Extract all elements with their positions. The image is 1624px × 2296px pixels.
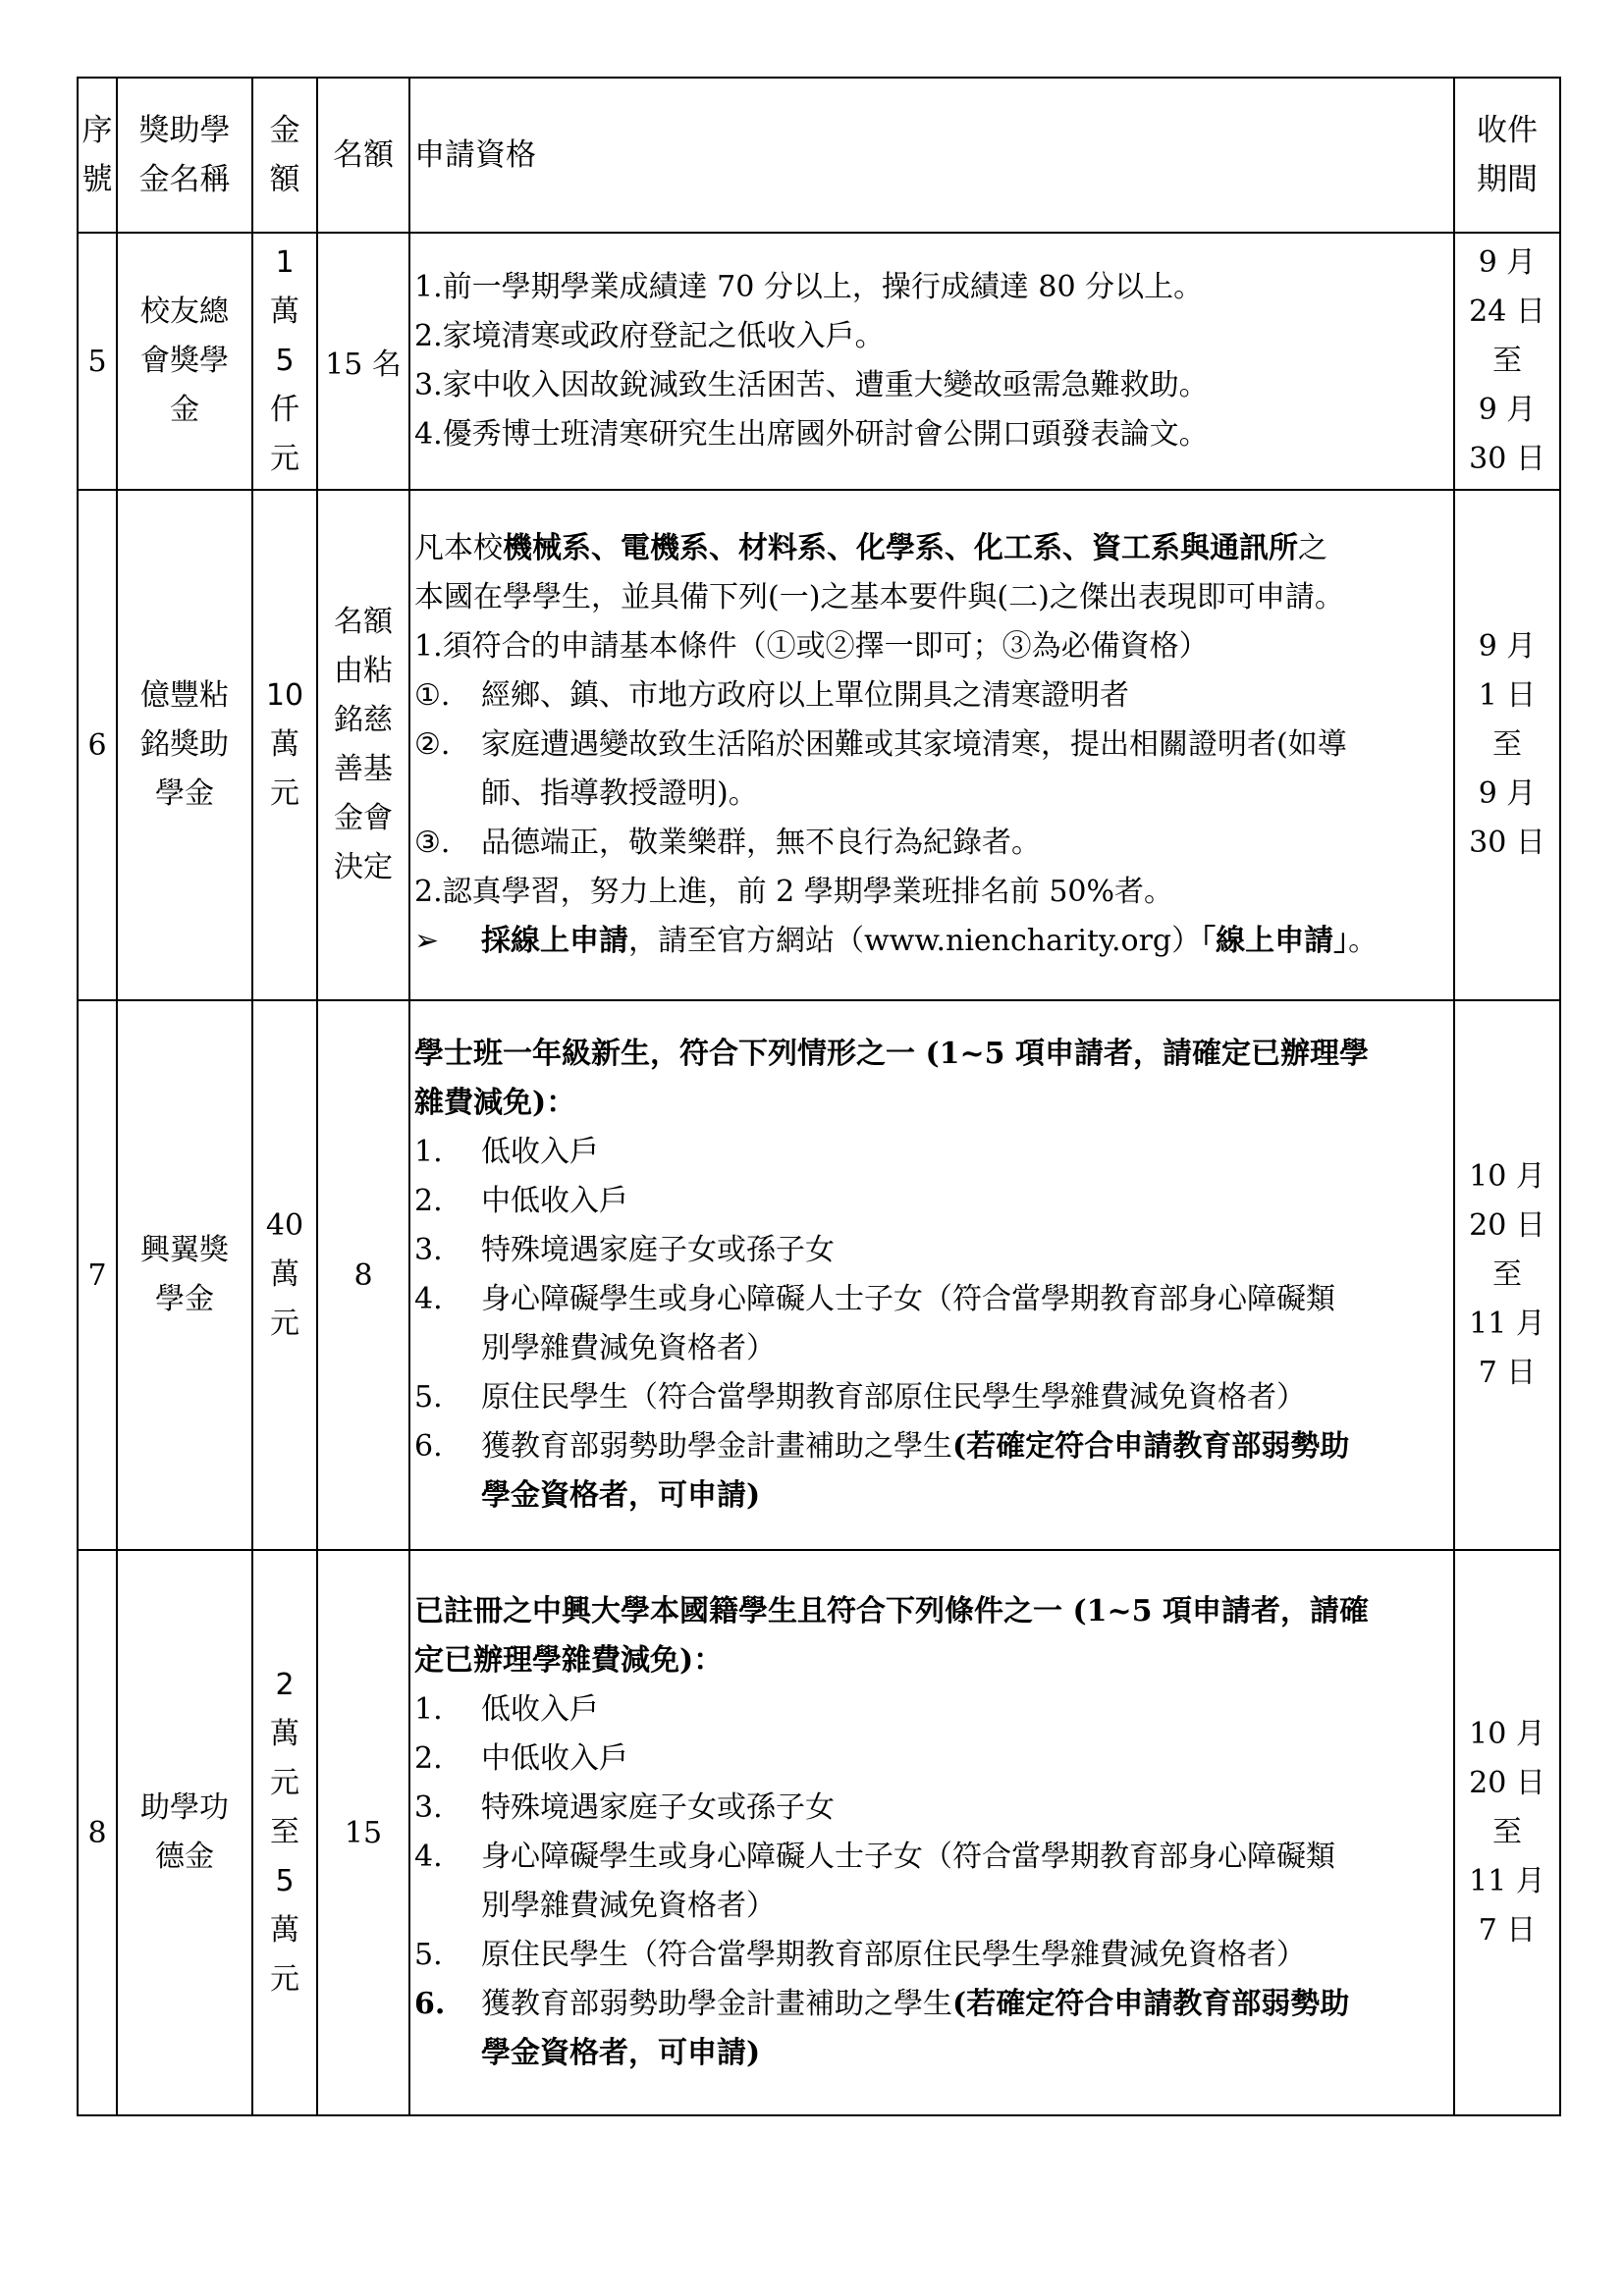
table-row [78, 490, 1560, 1000]
row-seq: 5 [78, 233, 117, 490]
list-item [414, 1177, 1449, 1226]
period-line: 20 日 [1469, 1766, 1545, 1800]
period-line: 11 月 [1469, 1864, 1545, 1898]
period-line: 至 [1492, 344, 1522, 378]
sub-condition-text: 品德端正，敬業樂群，無不良行為紀錄者。 [481, 826, 1041, 860]
name-line: 金 [170, 393, 199, 427]
list-number: 2. [414, 1741, 443, 1776]
circled-number: ①. [414, 678, 451, 713]
period-line: 24 日 [1469, 294, 1545, 329]
period-line: 7 日 [1478, 1913, 1537, 1948]
list-number: 4. [414, 1282, 443, 1316]
amount-line: 至 [270, 1815, 299, 1849]
scholarship-table [77, 77, 1561, 2116]
row-name [117, 1000, 252, 1550]
amount-line: 萬 [270, 1913, 299, 1948]
name-line: 億豐粘 [140, 678, 229, 713]
row-amount [252, 1000, 317, 1550]
sub-condition-text: 經鄉、鎮、市地方政府以上單位開具之清寒證明者 [481, 678, 1129, 713]
list-item [414, 1373, 1449, 1422]
list-text: 低收入戶 [481, 1135, 599, 1169]
name-line: 學金 [155, 1282, 214, 1316]
row-quota [317, 490, 409, 1000]
period-line: 10 月 [1469, 1717, 1545, 1751]
list-text: 別學雜費減免資格者） [481, 1331, 776, 1365]
name-line: 會獎學 [140, 344, 229, 378]
list-text-bold: (若確定符合申請教育部弱勢助 [952, 1429, 1350, 1464]
row-quota: 15 名 [317, 233, 409, 490]
period-line: 9 月 [1478, 393, 1537, 427]
table-row [78, 1550, 1560, 2115]
list-number: 2. [414, 1184, 443, 1218]
amount-line: 40 [265, 1208, 304, 1243]
row-amount [252, 1550, 317, 2115]
row-name [117, 1550, 252, 2115]
header-period-line: 期間 [1477, 162, 1538, 197]
amount-line: 仟 [270, 393, 299, 427]
amount-line: 10 [265, 678, 304, 713]
list-text-bold: (若確定符合申請教育部弱勢助 [952, 1987, 1350, 2021]
amount-line: 元 [270, 1307, 299, 1341]
amount-line: 5 [275, 344, 295, 378]
row-period [1454, 1550, 1560, 2115]
list-item [414, 1931, 1449, 1980]
row-amount [252, 233, 317, 490]
header-period-line: 收件 [1477, 113, 1538, 148]
list-text: 低收入戶 [481, 1692, 599, 1727]
list-item [414, 1833, 1449, 1882]
header-amount-line: 金 [269, 113, 300, 148]
list-text: 別學雜費減免資格者） [481, 1889, 776, 1923]
list-number: 3. [414, 1233, 443, 1267]
list-number: 1. [414, 1135, 443, 1169]
header-qualification [409, 78, 1454, 233]
sub-condition [414, 671, 1449, 721]
sub-condition [414, 819, 1449, 868]
period-line: 7 日 [1478, 1356, 1537, 1390]
list-text: 特殊境遇家庭子女或孫子女 [481, 1790, 835, 1825]
quota-line: 名額 [334, 605, 393, 639]
table-row [78, 1000, 1560, 1550]
list-item [414, 1784, 1449, 1833]
row-period [1454, 233, 1560, 490]
department-list: 機械系、電機系、材料系、化學系、化工系、資工系與通訊所 [503, 531, 1298, 565]
list-text-bold: 學金資格者，可申請) [481, 1478, 761, 1513]
qualification-item: 2.認真學習，努力上進，前 2 學期學業班排名前 50%者。 [414, 875, 1173, 909]
row-amount [252, 490, 317, 1000]
header-seq [78, 78, 117, 233]
row-period [1454, 490, 1560, 1000]
amount-line: 元 [270, 776, 299, 811]
list-item [414, 1422, 1449, 1471]
period-line: 9 月 [1478, 245, 1537, 280]
amount-line: 1 [275, 245, 295, 280]
amount-line: 萬 [270, 294, 299, 329]
circled-number: ③. [414, 826, 451, 860]
sub-condition [414, 721, 1449, 770]
header-name-line: 金名稱 [138, 162, 231, 197]
period-line: 30 日 [1469, 442, 1545, 476]
header-amount [252, 78, 317, 233]
list-item [414, 1735, 1449, 1784]
amount-line: 萬 [270, 1717, 299, 1751]
list-text-bold: 學金資格者，可申請) [481, 2036, 761, 2070]
quota-line: 由粘 [334, 654, 393, 688]
eligibility-lead: 定已辦理學雜費減免)： [414, 1643, 724, 1678]
quota-line: 善基 [334, 752, 393, 786]
amount-line: 2 [275, 1668, 295, 1702]
intro-text: 之 [1298, 531, 1327, 565]
row-qualification [409, 490, 1454, 1000]
online-apply-link[interactable]: 「線上申請」 [1201, 924, 1349, 958]
list-text: 中低收入戶 [481, 1184, 628, 1218]
list-number: 4. [414, 1840, 443, 1874]
name-line: 助學功 [140, 1790, 229, 1825]
list-item [414, 1980, 1449, 2029]
header-amount-line: 額 [269, 162, 300, 197]
header-seq-line: 序 [81, 113, 113, 148]
quota-line: 金會 [334, 801, 393, 835]
list-item [414, 1275, 1449, 1324]
list-text: 身心障礙學生或身心障礙人士子女（符合當學期教育部身心障礙類 [481, 1840, 1335, 1874]
row-seq: 8 [78, 1550, 117, 2115]
sub-condition-text: 家庭遭遇變故致生活陷於困難或其家境清寒，提出相關證明者(如導 [481, 727, 1347, 762]
list-text: 獲教育部弱勢助學金計畫補助之學生 [481, 1987, 952, 2021]
intro-line [414, 524, 1449, 573]
amount-line: 5 [275, 1864, 295, 1898]
list-number: 6. [414, 1429, 443, 1464]
period-line: 1 日 [1478, 678, 1537, 713]
period-line: 至 [1492, 727, 1522, 762]
qualification-item: 1.前一學期學業成績達 70 分以上，操行成績達 80 分以上。 [414, 270, 1204, 304]
table-row [78, 233, 1560, 490]
arrow-bullet-icon: ➢ [414, 924, 440, 958]
row-name [117, 490, 252, 1000]
row-quota: 8 [317, 1000, 409, 1550]
row-qualification [409, 1550, 1454, 2115]
name-line: 銘獎助 [140, 727, 229, 762]
period-line: 11 月 [1469, 1307, 1545, 1341]
eligibility-lead: 學士班一年級新生，符合下列情形之一 (1~5 項申請者，請確定已辦理學 [414, 1037, 1369, 1071]
period-line: 至 [1492, 1257, 1522, 1292]
period-line: 9 月 [1478, 629, 1537, 664]
list-number: 5. [414, 1938, 443, 1972]
list-text: 原住民學生（符合當學期教育部原住民學生學雜費減免資格者） [481, 1938, 1306, 1972]
period-mark: 。 [1348, 924, 1379, 958]
intro-text: 本國在學學生，並具備下列(一)之基本要件與(二)之傑出表現即可申請。 [414, 580, 1344, 614]
period-line: 9 月 [1478, 776, 1537, 811]
row-qualification [409, 233, 1454, 490]
amount-line: 萬 [270, 727, 299, 762]
list-text: 中低收入戶 [481, 1741, 628, 1776]
online-apply-line [414, 917, 1449, 966]
list-item [414, 1128, 1449, 1177]
row-name [117, 233, 252, 490]
row-seq: 7 [78, 1000, 117, 1550]
header-quota-label: 名額 [333, 137, 394, 173]
circled-number: ②. [414, 727, 451, 762]
list-number: 3. [414, 1790, 443, 1825]
quota-line: 銘慈 [334, 703, 393, 737]
online-apply-label: 採線上申請 [481, 924, 628, 958]
header-name [117, 78, 252, 233]
intro-text: 凡本校 [414, 531, 503, 565]
list-text: 獲教育部弱勢助學金計畫補助之學生 [481, 1429, 952, 1464]
list-text: 原住民學生（符合當學期教育部原住民學生學雜費減免資格者） [481, 1380, 1306, 1415]
list-number: 1. [414, 1692, 443, 1727]
header-name-line: 獎助學 [138, 113, 231, 148]
quota-line: 決定 [334, 850, 393, 884]
row-quota: 15 [317, 1550, 409, 2115]
period-line: 10 月 [1469, 1159, 1545, 1194]
list-number: 6. [414, 1987, 446, 2021]
official-website-text: ，請至官方網站（www.niencharity.org） [628, 924, 1202, 958]
list-text: 身心障礙學生或身心障礙人士子女（符合當學期教育部身心障礙類 [481, 1282, 1335, 1316]
qualification-item: 4.優秀博士班清寒研究生出席國外研討會公開口頭發表論文。 [414, 417, 1209, 452]
row-qualification [409, 1000, 1454, 1550]
name-line: 德金 [155, 1840, 214, 1874]
period-line: 30 日 [1469, 826, 1545, 860]
qualification-item: 2.家境清寒或政府登記之低收入戶。 [414, 319, 885, 353]
row-seq: 6 [78, 490, 117, 1000]
amount-line: 元 [270, 1766, 299, 1800]
name-line: 學金 [155, 776, 214, 811]
name-line: 校友總 [140, 294, 229, 329]
sub-condition-text: 師、指導教授證明)。 [481, 776, 758, 811]
header-qualification-label: 申請資格 [414, 137, 536, 173]
header-row [78, 78, 1560, 233]
basic-condition: 1.須符合的申請基本條件（①或②擇一即可；③為必備資格） [414, 629, 1209, 664]
period-line: 20 日 [1469, 1208, 1545, 1243]
list-item [414, 1226, 1449, 1275]
amount-line: 萬 [270, 1257, 299, 1292]
header-quota [317, 78, 409, 233]
list-number: 5. [414, 1380, 443, 1415]
eligibility-lead: 已註冊之中興大學本國籍學生且符合下列條件之一 (1~5 項申請者，請確 [414, 1594, 1369, 1629]
header-seq-line: 號 [81, 162, 113, 197]
header-period [1454, 78, 1560, 233]
period-line: 至 [1492, 1815, 1522, 1849]
row-period [1454, 1000, 1560, 1550]
eligibility-lead: 雜費減免)： [414, 1086, 576, 1120]
list-item [414, 1685, 1449, 1735]
amount-line: 元 [270, 1962, 299, 1997]
name-line: 興翼獎 [140, 1233, 229, 1267]
list-text: 特殊境遇家庭子女或孫子女 [481, 1233, 835, 1267]
amount-line: 元 [270, 442, 299, 476]
qualification-item: 3.家中收入因故銳減致生活困苦、遭重大變故亟需急難救助。 [414, 368, 1209, 402]
